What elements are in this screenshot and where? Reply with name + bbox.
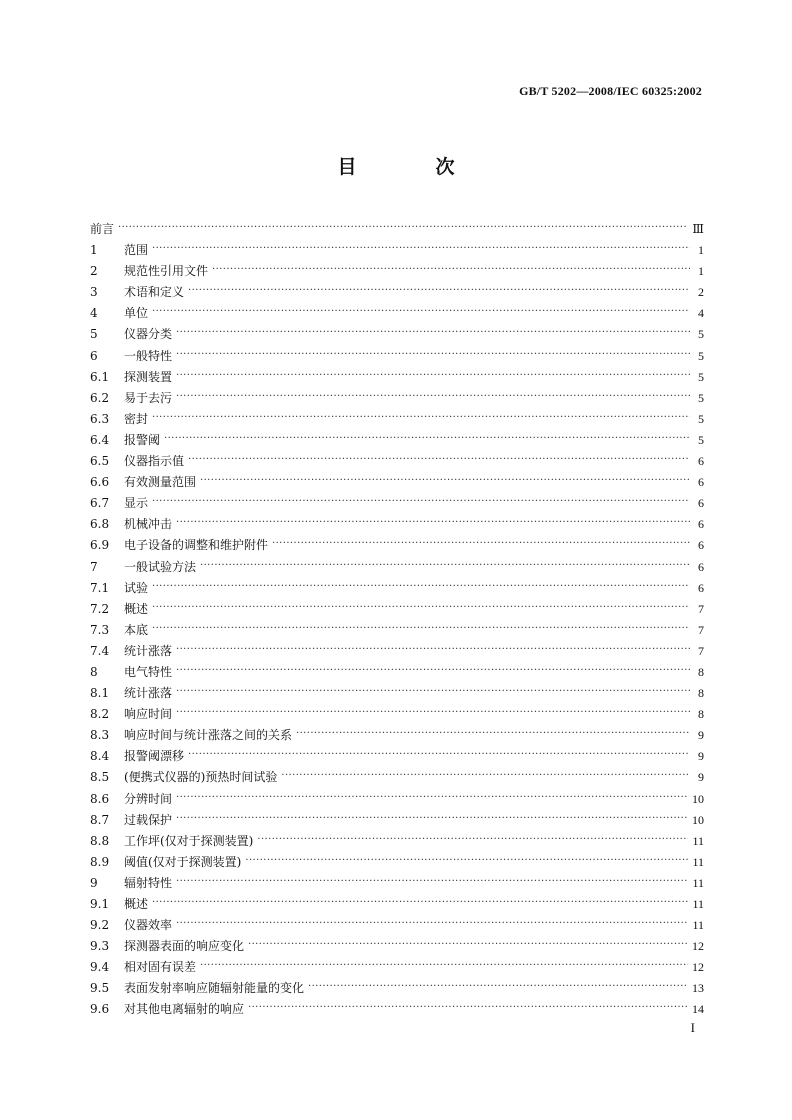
toc-entry-label: 仪器效率 xyxy=(124,918,173,933)
toc-entry-label: 分辨时间 xyxy=(124,791,173,806)
toc-entry[interactable] xyxy=(90,514,704,535)
toc-entry[interactable] xyxy=(90,704,704,725)
toc-entry-label: 一般特性 xyxy=(124,348,173,363)
toc-leader-dots xyxy=(200,560,690,572)
page-number: I xyxy=(690,1020,695,1035)
toc-entry[interactable] xyxy=(90,219,704,240)
toc-entry[interactable] xyxy=(90,873,704,894)
toc-entry-number: 8.4 xyxy=(90,749,110,764)
toc-leader-dots xyxy=(200,475,690,487)
standard-code: GB/T 5202—2008/IEC 60325:2002 xyxy=(519,84,702,98)
toc-entry-label: 密封 xyxy=(124,411,149,426)
toc-entry[interactable] xyxy=(90,535,704,556)
toc-leader-dots xyxy=(152,602,690,614)
toc-entry-label: 阈值(仅对于探测装置) xyxy=(124,854,242,869)
toc-leader-dots xyxy=(212,264,690,276)
toc-entry[interactable] xyxy=(90,810,704,831)
toc-entry-label: 本底 xyxy=(124,622,149,637)
toc-leader-dots xyxy=(245,855,688,867)
toc-entry-page: 6 xyxy=(698,559,704,574)
toc-entry-number: 7 xyxy=(90,559,98,574)
toc-entry-label: 范围 xyxy=(124,243,149,258)
toc-leader-dots xyxy=(176,349,690,361)
toc-entry-page: 9 xyxy=(698,770,704,785)
table-of-contents xyxy=(90,219,704,1021)
toc-entry-number: 6.3 xyxy=(90,411,110,426)
toc-entry-number: 8.9 xyxy=(90,854,110,869)
toc-entry-number: 6 xyxy=(90,348,98,363)
toc-entry-label: 报警阈漂移 xyxy=(124,749,185,764)
toc-entry-label: 报警阈 xyxy=(124,432,161,447)
toc-entry-page: 5 xyxy=(698,327,704,342)
toc-entry-page: 6 xyxy=(698,454,704,469)
toc-entry[interactable] xyxy=(90,683,704,704)
toc-leader-dots xyxy=(296,728,690,740)
toc-entry[interactable] xyxy=(90,261,704,282)
toc-entry-page: 5 xyxy=(698,411,704,426)
toc-entry-number: 7.3 xyxy=(90,622,110,637)
toc-leader-dots xyxy=(176,517,690,529)
toc-leader-dots xyxy=(248,1002,688,1014)
toc-entry-label: 前言 xyxy=(90,222,115,236)
toc-entry-label: 辐射特性 xyxy=(124,875,173,890)
toc-leader-dots xyxy=(176,707,690,719)
toc-entry-page: 4 xyxy=(698,306,704,321)
toc-entry-number: 6.5 xyxy=(90,454,110,469)
toc-entry[interactable] xyxy=(90,346,704,367)
toc-entry-label: 响应时间 xyxy=(124,707,173,722)
toc-entry-label: 电子设备的调整和维护附件 xyxy=(124,538,269,553)
toc-entry-page: 11 xyxy=(692,833,704,848)
toc-entry-page: 11 xyxy=(692,918,704,933)
toc-leader-dots xyxy=(152,306,690,318)
toc-entry-page: 1 xyxy=(698,264,704,279)
toc-entry-number: 9.3 xyxy=(90,939,110,954)
toc-leader-dots xyxy=(308,981,688,993)
toc-entry-page: 11 xyxy=(692,875,704,890)
toc-entry-number: 9.1 xyxy=(90,897,110,911)
toc-entry[interactable] xyxy=(90,451,704,472)
toc-entry[interactable] xyxy=(90,831,704,852)
toc-entry-page: 6 xyxy=(698,496,704,511)
toc-entry-page: 13 xyxy=(692,981,704,996)
toc-entry-number: 8.1 xyxy=(90,686,110,701)
toc-entry[interactable] xyxy=(90,936,704,957)
toc-leader-dots xyxy=(188,749,690,761)
toc-entry-page: 11 xyxy=(692,854,704,869)
toc-entry-number: 6.2 xyxy=(90,390,110,405)
toc-entry-label: 单位 xyxy=(124,306,149,321)
toc-entry-label: 易于去污 xyxy=(124,390,173,405)
toc-leader-dots xyxy=(188,454,690,466)
toc-entry-page: 10 xyxy=(692,812,704,827)
toc-leader-dots xyxy=(152,581,690,593)
toc-entry-page: 6 xyxy=(698,475,704,490)
toc-leader-dots xyxy=(152,897,688,909)
toc-entry-page: 8 xyxy=(698,707,704,722)
toc-entry-label: 仪器分类 xyxy=(124,327,173,342)
toc-entry-label: 统计涨落 xyxy=(124,686,173,701)
toc-entry-number: 8 xyxy=(90,664,98,679)
toc-entry-label: 一般试验方法 xyxy=(124,559,197,574)
toc-entry-page: 5 xyxy=(698,369,704,384)
toc-entry-page: 8 xyxy=(698,664,704,679)
toc-entry[interactable] xyxy=(90,430,704,451)
toc-entry-number: 9.2 xyxy=(90,918,110,933)
toc-entry[interactable] xyxy=(90,388,704,409)
toc-entry[interactable] xyxy=(90,620,704,641)
toc-entry-number: 7.2 xyxy=(90,601,110,616)
toc-entry-page: 6 xyxy=(698,580,704,595)
toc-entry-number: 9 xyxy=(90,875,98,890)
toc-entry-label: 表面发射率响应随辐射能量的变化 xyxy=(124,981,305,996)
toc-entry-number: 6.4 xyxy=(90,432,110,447)
toc-entry-page: 2 xyxy=(698,285,704,300)
toc-entry[interactable] xyxy=(90,725,704,746)
toc-leader-dots xyxy=(152,496,690,508)
toc-entry[interactable] xyxy=(90,746,704,767)
toc-entry-page: 12 xyxy=(692,939,704,954)
toc-entry[interactable] xyxy=(90,578,704,599)
toc-leader-dots xyxy=(176,792,688,804)
toc-entry[interactable] xyxy=(90,240,704,261)
toc-entry-page: 7 xyxy=(698,643,704,658)
toc-entry-label: 探测装置 xyxy=(124,369,173,384)
toc-entry-number: 2 xyxy=(90,264,98,279)
toc-entry-number: 8.5 xyxy=(90,770,110,785)
toc-entry-number: 6.9 xyxy=(90,538,110,553)
toc-entry-number: 5 xyxy=(90,327,98,342)
toc-entry-label: 规范性引用文件 xyxy=(124,264,209,279)
toc-entry-number: 4 xyxy=(90,306,98,321)
toc-entry[interactable] xyxy=(90,324,704,345)
toc-leader-dots xyxy=(281,770,690,782)
toc-entry[interactable] xyxy=(90,367,704,388)
toc-entry-label: 仪器指示值 xyxy=(124,454,185,469)
toc-entry[interactable] xyxy=(90,493,704,514)
toc-entry-number: 6.1 xyxy=(90,369,110,384)
toc-entry-label: 过载保护 xyxy=(124,812,173,827)
toc-entry[interactable] xyxy=(90,767,704,788)
toc-entry-label: 有效测量范围 xyxy=(124,475,197,490)
page-title: 目 次 xyxy=(337,156,485,178)
toc-entry-number: 7.4 xyxy=(90,643,110,658)
toc-entry-number: 3 xyxy=(90,285,98,300)
toc-entry-page: 11 xyxy=(692,897,704,911)
toc-entry-number: 9.5 xyxy=(90,981,110,996)
toc-entry[interactable] xyxy=(90,303,704,324)
toc-entry[interactable] xyxy=(90,472,704,493)
toc-leader-dots xyxy=(176,876,688,888)
toc-entry-number: 7.1 xyxy=(90,580,110,595)
toc-entry-number: 6.6 xyxy=(90,475,110,490)
toc-entry[interactable] xyxy=(90,789,704,810)
toc-leader-dots xyxy=(152,623,690,635)
toc-leader-dots xyxy=(176,327,690,339)
toc-leader-dots xyxy=(176,918,688,930)
toc-entry[interactable] xyxy=(90,894,704,915)
toc-entry-label: (便携式仪器的)预热时间试验 xyxy=(124,770,278,785)
toc-entry-label: 探测器表面的响应变化 xyxy=(124,939,245,954)
toc-entry-page: 7 xyxy=(698,601,704,616)
toc-entry[interactable] xyxy=(90,282,704,303)
toc-entry-page: 6 xyxy=(698,538,704,553)
toc-entry[interactable] xyxy=(90,557,704,578)
toc-entry-page: 9 xyxy=(698,728,704,743)
toc-entry-page: 12 xyxy=(692,960,704,975)
toc-leader-dots xyxy=(152,412,690,424)
toc-entry-label: 术语和定义 xyxy=(124,285,185,300)
toc-entry[interactable] xyxy=(90,915,704,936)
toc-entry-label: 概述 xyxy=(124,601,149,616)
toc-entry[interactable] xyxy=(90,978,704,999)
toc-entry-number: 9.4 xyxy=(90,960,110,975)
toc-entry-label: 统计涨落 xyxy=(124,643,173,658)
toc-entry-number: 8.6 xyxy=(90,791,110,806)
toc-leader-dots xyxy=(176,391,690,403)
toc-entry-page: 5 xyxy=(698,348,704,363)
toc-entry-number: 8.2 xyxy=(90,707,110,722)
toc-leader-dots xyxy=(272,538,690,550)
toc-entry-label: 试验 xyxy=(124,580,149,595)
toc-entry-number: 8.3 xyxy=(90,728,110,743)
toc-leader-dots xyxy=(164,433,690,445)
toc-entry-page: 9 xyxy=(698,749,704,764)
toc-entry-page: 8 xyxy=(698,686,704,701)
toc-entry-page: 7 xyxy=(698,622,704,637)
toc-entry-label: 电气特性 xyxy=(124,664,173,679)
toc-entry[interactable] xyxy=(90,409,704,430)
toc-leader-dots xyxy=(176,644,690,656)
toc-entry-page: 10 xyxy=(692,791,704,806)
toc-entry[interactable] xyxy=(90,852,704,873)
toc-leader-dots xyxy=(200,960,688,972)
toc-leader-dots xyxy=(152,243,690,255)
toc-entry-page: 5 xyxy=(698,432,704,447)
toc-entry-label: 相对固有误差 xyxy=(124,960,197,975)
toc-leader-dots xyxy=(118,222,688,234)
toc-entry-page: 14 xyxy=(692,1002,704,1017)
toc-entry-page: 5 xyxy=(698,390,704,405)
toc-entry-label: 机械冲击 xyxy=(124,517,173,532)
toc-entry-number: 9.6 xyxy=(90,1002,110,1017)
toc-leader-dots xyxy=(257,834,688,846)
toc-leader-dots xyxy=(248,939,688,951)
toc-entry[interactable] xyxy=(90,662,704,683)
toc-leader-dots xyxy=(176,813,688,825)
toc-entry-number: 6.8 xyxy=(90,517,110,532)
toc-entry-page: Ⅲ xyxy=(692,222,704,236)
toc-entry-label: 概述 xyxy=(124,897,149,911)
toc-entry-page: 1 xyxy=(698,243,704,258)
toc-entry-number: 6.7 xyxy=(90,496,110,511)
toc-leader-dots xyxy=(176,665,690,677)
toc-entry-label: 响应时间与统计涨落之间的关系 xyxy=(124,728,293,743)
toc-entry[interactable] xyxy=(90,599,704,620)
toc-entry-number: 8.8 xyxy=(90,833,110,848)
toc-entry-page: 6 xyxy=(698,517,704,532)
toc-entry-number: 8.7 xyxy=(90,812,110,827)
toc-leader-dots xyxy=(176,686,690,698)
toc-entry-label: 对其他电离辐射的响应 xyxy=(124,1002,245,1017)
toc-leader-dots xyxy=(176,370,690,382)
toc-entry-number: 1 xyxy=(90,243,98,258)
toc-entry[interactable] xyxy=(90,957,704,978)
toc-leader-dots xyxy=(188,285,690,297)
toc-entry-label: 工作坪(仅对于探测装置) xyxy=(124,833,254,848)
toc-entry-label: 显示 xyxy=(124,496,149,511)
toc-entry[interactable] xyxy=(90,641,704,662)
toc-entry[interactable] xyxy=(90,999,704,1020)
